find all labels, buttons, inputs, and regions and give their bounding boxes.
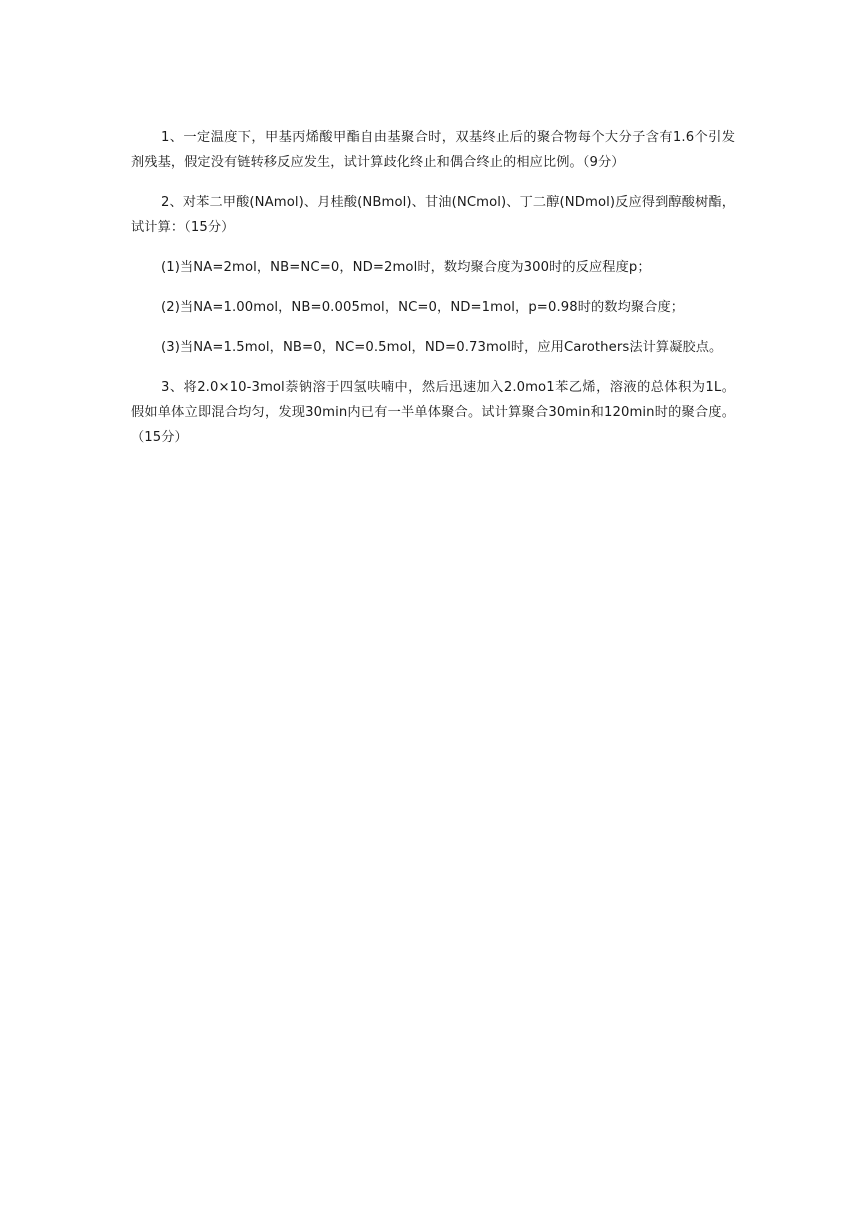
question-1: 1、一定温度下，甲基丙烯酸甲酯自由基聚合时，双基终止后的聚合物每个大分子含有1.6个引发剂残基，假定没有链转移反应发生，试计算歧化终止和偶合终止的相应比例。（9分） xyxy=(131,130,735,170)
document-body xyxy=(131,125,735,450)
question-2-sub-3: (3)当NA=1.5mol，NB=0，NC=0.5mol，ND=0.73mol时，应用Carothers法计算凝胶点。 xyxy=(161,340,723,355)
question-2: 2、对苯二甲酸(NAmol)、月桂酸(NBmol)、甘油(NCmol)、丁二醇(NDmol)反应得到醇酸树酯，试计算：（15分） xyxy=(131,195,735,235)
question-3: 3、将2.0×10-3mol萘钠溶于四氢呋喃中，然后迅速加入2.0mo1苯乙烯，溶液的总体积为1L。假如单体立即混合均匀，发现30min内已有一半单体聚合。试计算聚合30min和120min时的聚合度。（15分） xyxy=(131,380,735,445)
question-2-sub-2: (2)当NA=1.00mol，NB=0.005mol，NC=0，ND=1mol，p=0.98时的数均聚合度； xyxy=(161,300,685,315)
question-2-sub-1: (1)当NA=2mol，NB=NC=0，ND=2mol时，数均聚合度为300时的反应程度p； xyxy=(161,260,651,275)
